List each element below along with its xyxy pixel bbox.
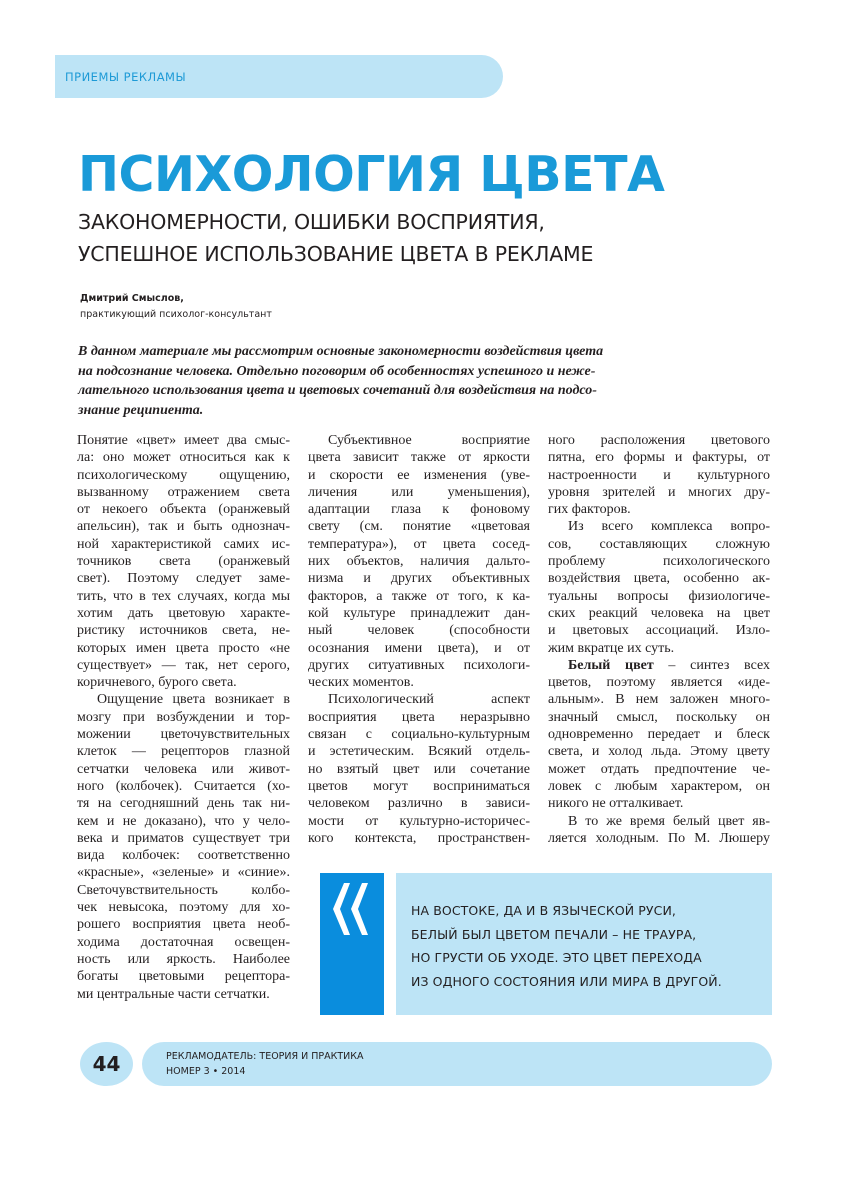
lead-line: знание реципиента.: [78, 402, 204, 418]
text-line: ми центральные части сетчатки.: [77, 986, 270, 1002]
bold-term: Белый цвет: [568, 657, 654, 673]
text-line: клеток — рецепторов глазной: [77, 744, 290, 760]
page-number: 44: [80, 1042, 133, 1086]
text-line: вида колбочек: соответственно: [77, 848, 290, 864]
text-line: ческих моментов.: [308, 675, 414, 691]
text-line: [548, 657, 770, 674]
text-line: кем и не доказано), что у чело-: [77, 813, 290, 829]
text-line: цвета зависит также от яркости: [308, 450, 530, 466]
text-line: сетчатки человека или живот-: [77, 761, 290, 777]
text-line: света, и холод льда. Этому цвету: [548, 744, 770, 760]
text-line: ловек с любым характером, он: [548, 778, 770, 794]
lead-line: на подсознание человека. Отдельно поговорим об особенностях успешного и неже-: [78, 363, 596, 379]
text-line: можении цветочувствительных: [77, 727, 290, 743]
text-line: человеком различно в зависи-: [308, 796, 530, 812]
text-line: цветов, поэтому является «иде-: [548, 675, 770, 691]
text-column-3: [548, 432, 770, 847]
text-line: Субъективное восприятие: [328, 433, 530, 448]
text-line: Понятие «цвет» имеет два смыс-: [77, 433, 290, 448]
footer: [142, 1042, 772, 1086]
text-line: температура»), от цвета сосед-: [308, 536, 530, 552]
quote-mark-icon: [330, 881, 374, 937]
quote-line: ИЗ ОДНОГО СОСТОЯНИЯ ИЛИ МИРА В ДРУГОЙ.: [411, 973, 722, 989]
text-line: от некоего объекта (оранжевый: [77, 502, 290, 518]
text-line: ристику источников света, не-: [77, 623, 290, 639]
text-line: тя на сегодняшний день так ни-: [77, 796, 290, 812]
text-line: ляется холодным. По М. Люшеру: [548, 830, 770, 846]
text-line: личения или уменьшения),: [308, 484, 530, 500]
text-line: ходима достаточная освещен-: [77, 934, 290, 950]
text-line: рошего восприятия цвета необ-: [77, 917, 290, 933]
text-column-2: [308, 432, 530, 847]
text-column-1: [77, 432, 290, 1003]
text-line: тить, что в тех случаях, когда мы: [77, 588, 290, 604]
text-line: века и приматов существует три: [77, 830, 290, 846]
text-line: мости от культурно-историчес-: [308, 813, 530, 829]
pull-quote: [396, 873, 772, 1015]
text-line: психологическому ощущению,: [77, 467, 290, 483]
text-line: и цветовых ассоциаций. Изло-: [548, 623, 770, 639]
text-line: ного расположения цветового: [548, 433, 770, 448]
text-line: проблему психологического: [548, 554, 770, 570]
issue-info: НОМЕР 3 • 2014: [166, 1066, 246, 1077]
text-line: и эстетическим. Всякий отдель-: [308, 744, 530, 760]
text-line: Из всего комплекса вопро-: [568, 519, 770, 535]
text-line: и скорости ее изменения (уве-: [308, 467, 530, 483]
subtitle-line: УСПЕШНОЕ ИСПОЛЬЗОВАНИЕ ЦВЕТА В РЕКЛАМЕ: [78, 242, 594, 266]
text-line: туальны вопросы физиологиче-: [548, 588, 770, 604]
section-label: ПРИЕМЫ РЕКЛАМЫ: [65, 70, 187, 84]
quote-mark-box: [320, 873, 384, 1015]
text-line: ность или яркость. Наиболее: [77, 951, 290, 967]
text-line: осознания имени цвета), и от: [308, 640, 530, 656]
section-header: [55, 55, 503, 98]
text-line: никого не отталкивает.: [548, 796, 684, 812]
text-line: настроенности и культурного: [548, 467, 770, 483]
author-role: практикующий психолог-консультант: [80, 309, 272, 320]
text-line: существует» — так, нет серого,: [77, 657, 290, 673]
text-line: воздействия цвета, особенно ак-: [548, 571, 770, 587]
text-line: ла: оно может относиться как к: [77, 450, 290, 466]
text-line: но взятый цвет или сочетание: [308, 761, 530, 777]
text-line: одновременно передает и блеск: [548, 727, 770, 743]
quote-line: НА ВОСТОКЕ, ДА И В ЯЗЫЧЕСКОЙ РУСИ,: [411, 903, 676, 918]
text-line: В то же время белый цвет яв-: [568, 813, 770, 829]
text-line: ный человек (способности: [308, 623, 530, 639]
text-line: восприятия цвета неразрывно: [308, 709, 530, 725]
text-line: Психологический аспект: [328, 692, 530, 708]
text-line: других ситуативных психологи-: [308, 657, 530, 673]
lead-paragraph: [78, 342, 698, 420]
text-line: пятна, его формы и фактуры, от: [548, 450, 770, 466]
text-line: ной характеристикой самих ис-: [77, 536, 290, 552]
lead-line: В данном материале мы рассмотрим основные закономерности воздействия цвета: [78, 344, 604, 359]
text-line: апельсин), так и быть однознач-: [77, 519, 290, 535]
text-line: жим вкратце их суть.: [548, 640, 675, 656]
article-title: ПСИХОЛОГИЯ ЦВЕТА: [78, 146, 665, 203]
text-line: чек невысока, поэтому для хо-: [77, 900, 290, 916]
text-line: гих факторов.: [548, 502, 631, 518]
author-name: Дмитрий Смыслов,: [80, 293, 184, 304]
text-line: свету (см. понятие «цветовая: [308, 519, 530, 535]
article-subtitle: [78, 206, 593, 270]
text-line: низма и других объективных: [308, 571, 530, 587]
text-line: может отдать предпочтение че-: [548, 761, 770, 777]
text-line: хотим дать цветовую характе-: [77, 605, 290, 621]
text-line: Ощущение цвета возникает в: [97, 692, 290, 708]
text-line: связан с социально-культурным: [308, 727, 530, 743]
text-line: Светочувствительность колбо-: [77, 882, 290, 898]
text-line: свет). Поэтому следует заме-: [77, 571, 290, 587]
text-line-rest: – синтез всех: [653, 657, 770, 673]
text-line: ного (колбочек). Считается (хо-: [77, 778, 290, 794]
quote-line: БЕЛЫЙ БЫЛ ЦВЕТОМ ПЕЧАЛИ – НЕ ТРАУРА,: [411, 926, 697, 942]
lead-line: лательного использования цвета и цветовых сочетаний для воздействия на подсо-: [78, 383, 597, 398]
text-line: кой культуре принадлежит дан-: [308, 605, 530, 621]
quote-line: НО ГРУСТИ ОБ УХОДЕ. ЭТО ЦВЕТ ПЕРЕХОДА: [411, 950, 702, 965]
author-block: [80, 291, 272, 323]
text-line: вызванному отражением света: [77, 484, 290, 500]
text-line: цветов могут восприниматься: [308, 778, 530, 794]
subtitle-line: ЗАКОНОМЕРНОСТИ, ОШИБКИ ВОСПРИЯТИЯ,: [78, 210, 545, 234]
text-line: адаптации глаза к фоновому: [308, 502, 530, 518]
text-line: «красные», «зеленые» и «синие».: [77, 865, 290, 881]
text-line: богаты цветовыми рецептора-: [77, 969, 290, 985]
text-line: факторов, а также от того, к ка-: [308, 588, 530, 604]
text-line: уровня зрителей и многих дру-: [548, 484, 770, 500]
text-line: сов, составляющих сложную: [548, 536, 770, 552]
text-line: точников света (оранжевый: [77, 554, 290, 570]
text-line: значный смысл, поскольку он: [548, 709, 770, 725]
text-line: ских реакций человека на цвет: [548, 605, 770, 621]
text-line: альным». В нем заложен много-: [548, 692, 770, 708]
text-line: них объектов, наличия дальто-: [308, 554, 530, 570]
magazine-name: РЕКЛАМОДАТЕЛЬ: ТЕОРИЯ И ПРАКТИКА: [166, 1051, 364, 1062]
text-line: которых имен цвета просто «не: [77, 640, 290, 656]
text-line: кого контекста, пространствен-: [308, 830, 530, 846]
text-line: мозгу при возбуждении и тор-: [77, 709, 290, 725]
text-line: коричневого, бурого света.: [77, 675, 237, 691]
